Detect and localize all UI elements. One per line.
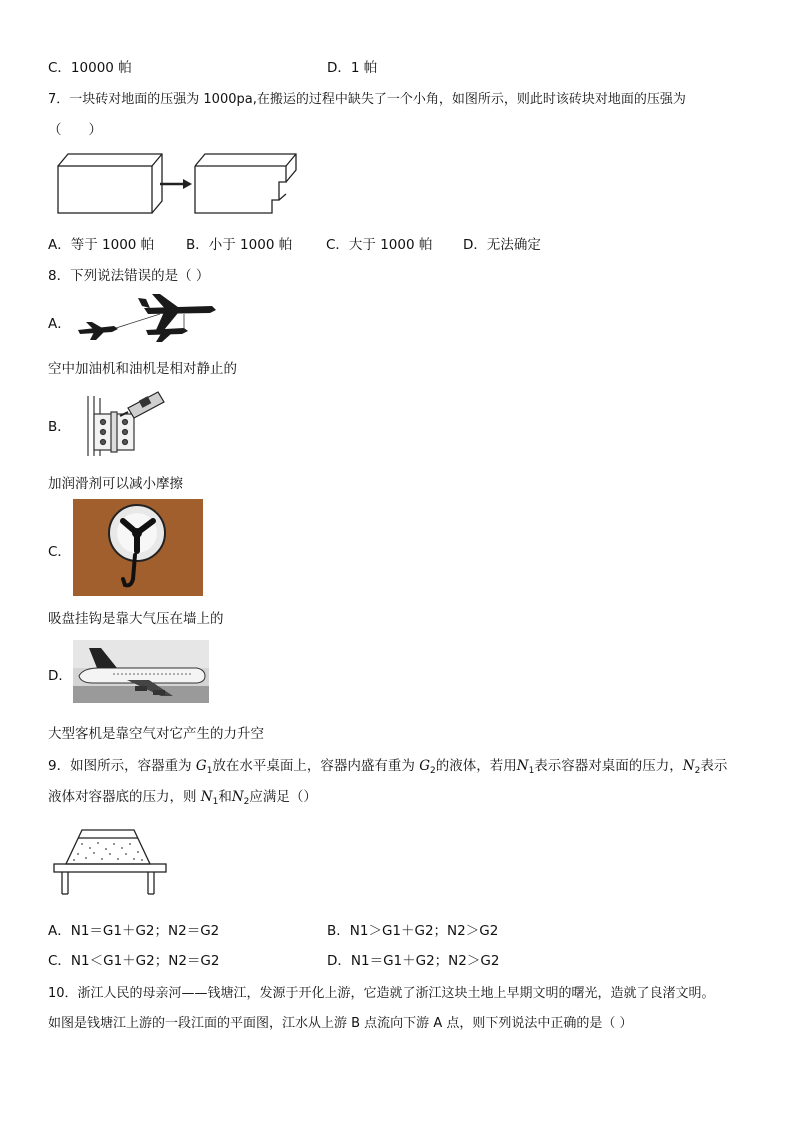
table-top [54, 864, 166, 872]
q6-option-d: D．1 帕 [327, 60, 378, 76]
q7-paren: （ ） [48, 122, 102, 138]
q10-stem-line2: 如图是钱塘江上游的一段江面的平面图，江水从上游 B 点流向下游 A 点，则下列说法中正确的是（ ） [48, 1016, 633, 1031]
refueling-planes-image [72, 290, 217, 344]
q8-label-d: D． [48, 668, 72, 684]
container-on-table-figure [52, 822, 170, 898]
brick-left-front [58, 166, 152, 213]
hinge-lubricant-image [84, 386, 170, 458]
q8-caption-d: 大型客机是靠空气对它产生的力升空 [48, 726, 264, 742]
q7-option-c: C．大于 1000 帕 [326, 237, 433, 253]
q9-option-c: C．N1＜G1＋G2；N2＝G2 [48, 953, 220, 969]
q8-label-b: B． [48, 419, 71, 435]
q7-option-b: B．小于 1000 帕 [186, 237, 293, 253]
q8-label-c: C． [48, 544, 71, 560]
q8-caption-c: 吸盘挂钩是靠大气压在墙上的 [48, 611, 224, 627]
q7-option-d: D．无法确定 [463, 237, 541, 253]
q8-stem: 8．下列说法错误的是（ ） [48, 268, 210, 284]
q6-option-c: C．10000 帕 [48, 60, 132, 76]
q7-option-a: A．等于 1000 帕 [48, 237, 155, 253]
brick-figure [50, 148, 310, 218]
liquid-dots [73, 842, 143, 861]
q9-option-d: D．N1＝G1＋G2；N2＞G2 [327, 953, 500, 969]
q8-caption-a: 空中加油机和油机是相对静止的 [48, 361, 237, 377]
q9-option-a: A．N1＝G1＋G2；N2＝G2 [48, 923, 220, 939]
q9-stem-line2: 液体对容器底的压力，则 $N_1$和$N_2$应满足（） [48, 789, 317, 807]
container-outline [66, 830, 150, 864]
suction-hook-image [73, 499, 203, 596]
q9-stem-line1: 9．如图所示，容器重为 $G_1$放在水平桌面上，容器内盛有重为 $G_2$的液体，若用$N_1$表示容器对桌面的压力，$N_2$表示 [48, 758, 728, 776]
q9-option-b: B．N1＞G1＋G2；N2＞G2 [327, 923, 499, 939]
q10-stem-line1: 10．浙江人民的母亲河——钱塘江，发源于开化上游，它造就了浙江这块土地上早期文明的曙光，造就了良渚文明。 [48, 986, 715, 1001]
q8-label-a: A． [48, 316, 71, 332]
brick-right-front [195, 166, 286, 213]
airliner-image [73, 640, 209, 703]
brick-left-top [58, 154, 162, 213]
q8-caption-b: 加润滑剂可以减小摩擦 [48, 476, 183, 492]
q7-stem: 7．一块砖对地面的压强为 1000pa,在搬运的过程中缺失了一个小角，如图所示，则此时该砖块对地面的压强为 [48, 92, 686, 107]
arrow-icon [160, 179, 192, 189]
